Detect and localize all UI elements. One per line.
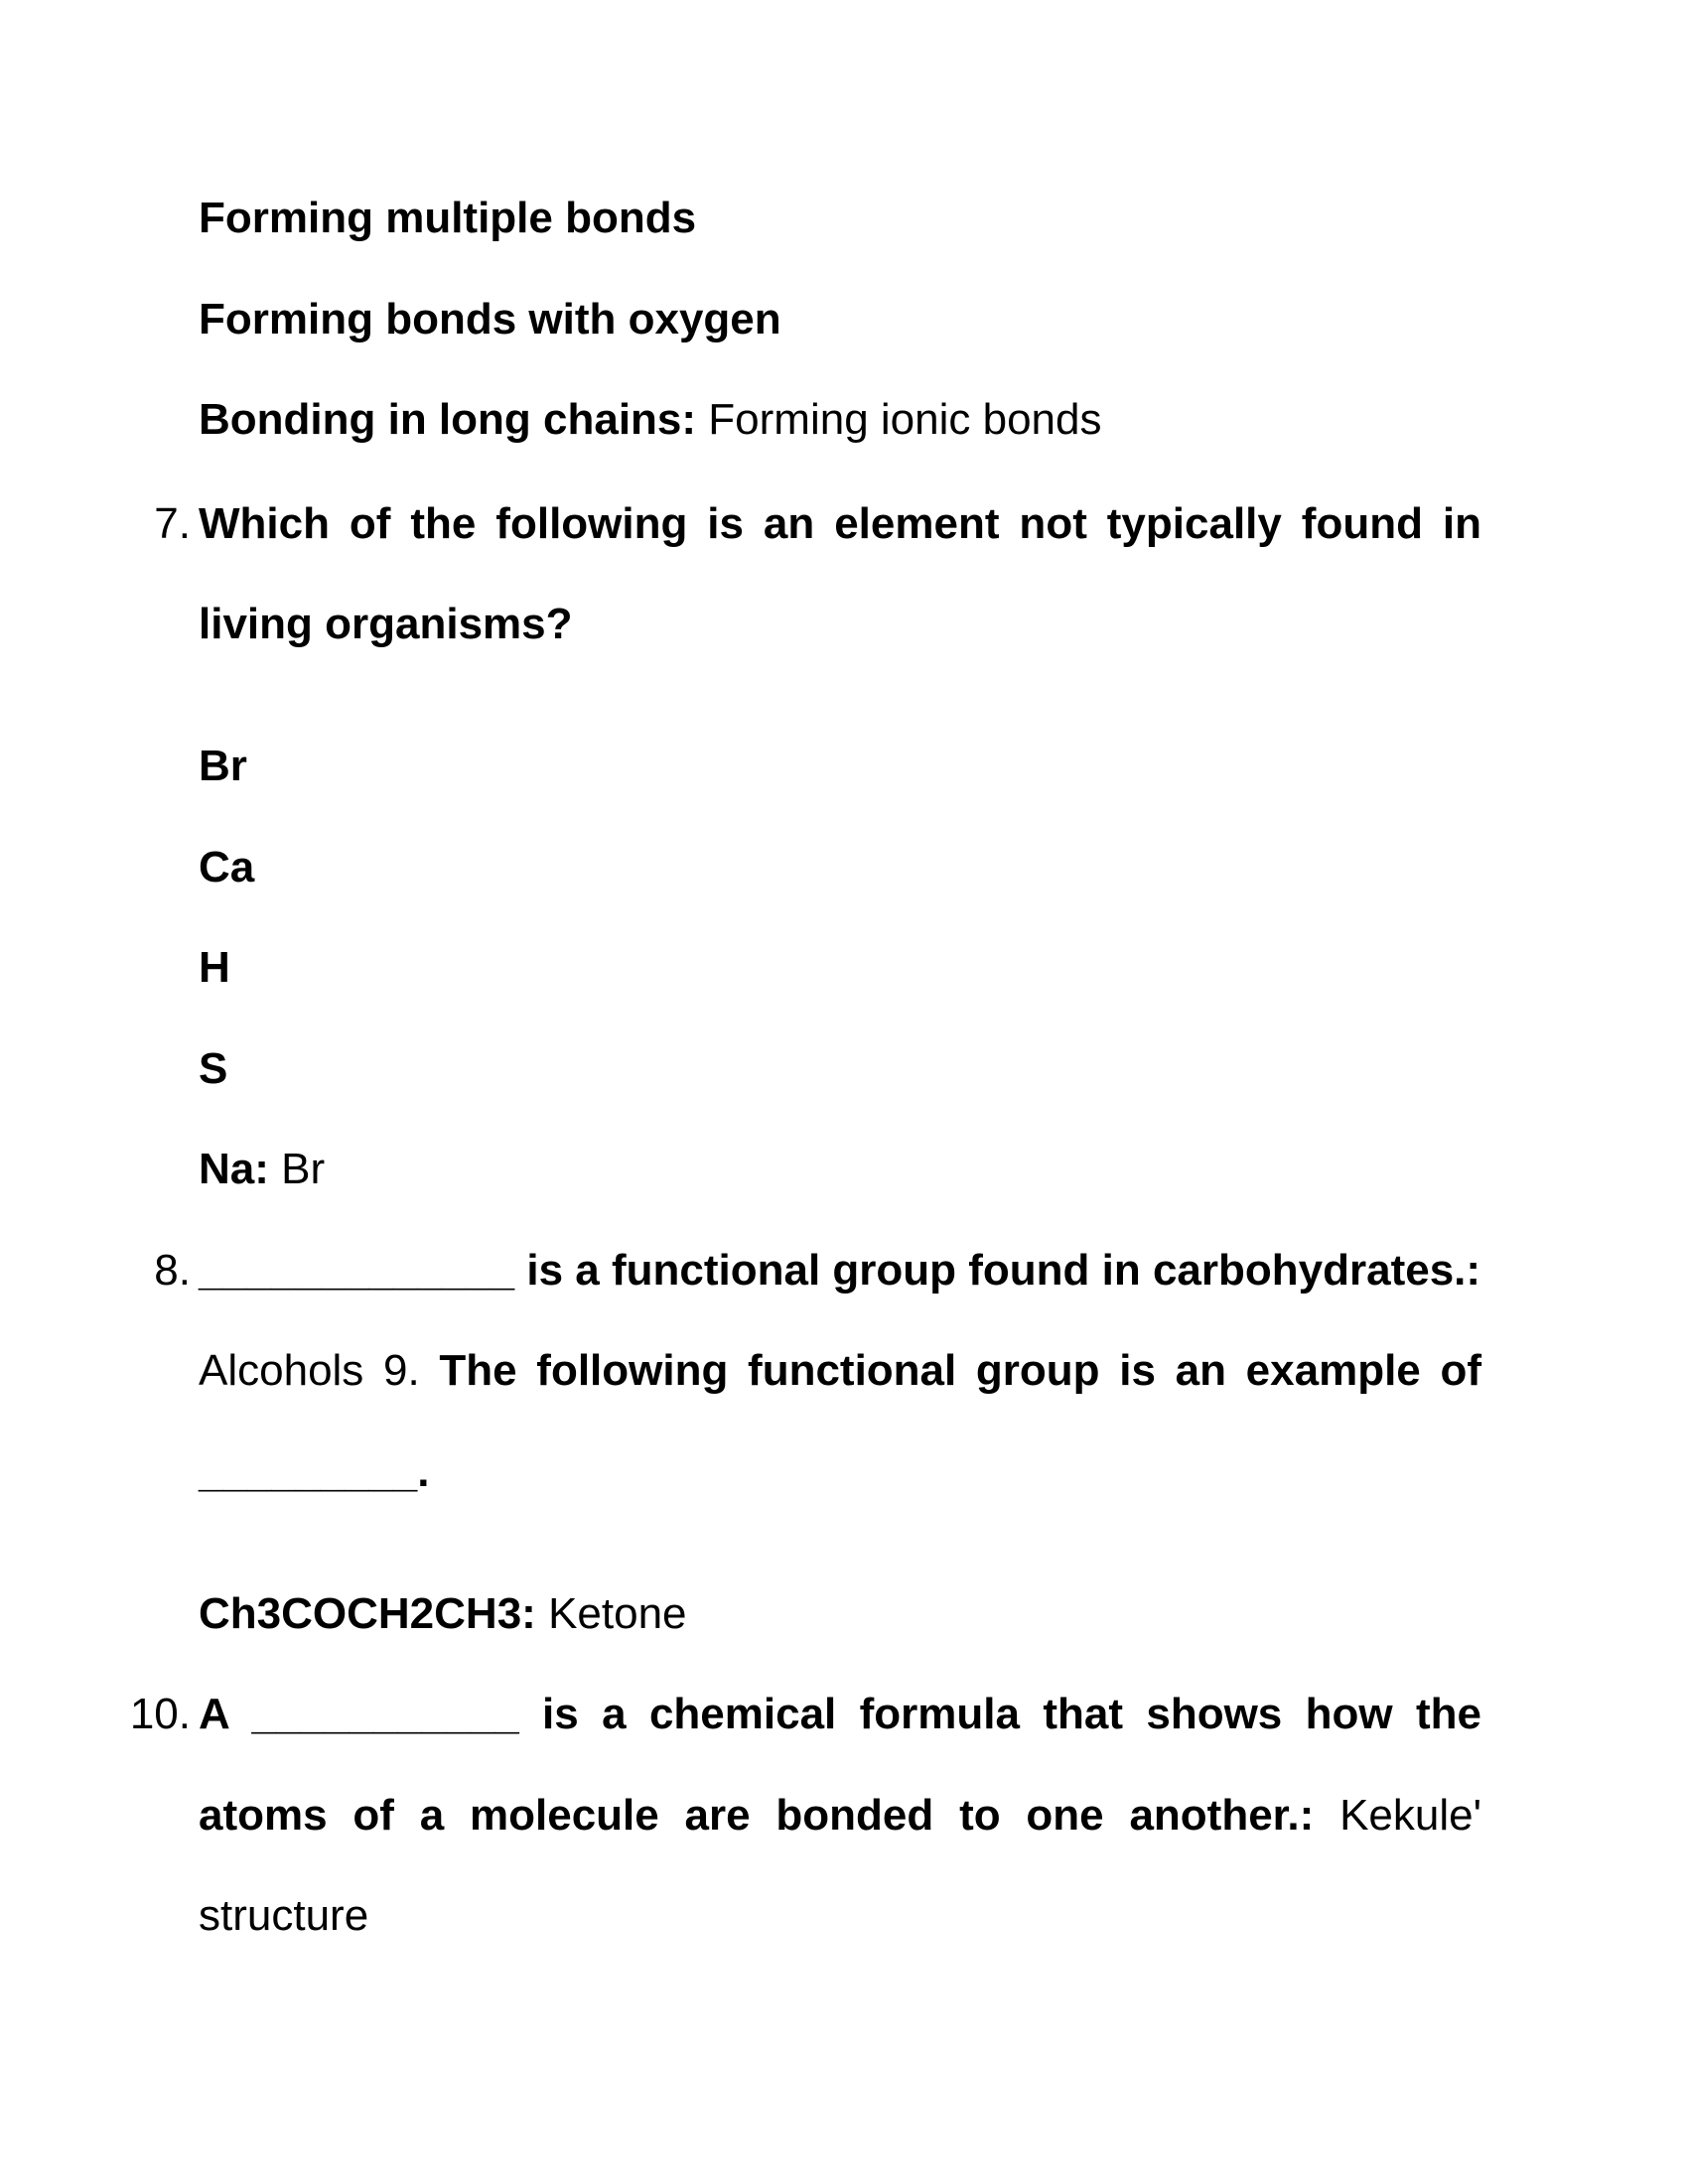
question-7-text-line1: Which of the following is an element not typically found in	[199, 499, 1481, 548]
q7-option-s: S	[199, 1044, 228, 1093]
q9-option	[199, 1589, 687, 1638]
option-label: Bonding in long chains:	[199, 395, 697, 444]
answer-text: Kekule'	[1339, 1791, 1481, 1840]
option-forming-multiple-bonds: Forming multiple bonds	[199, 194, 697, 242]
option-bonding-long-chains	[199, 395, 1102, 444]
question-10-number: 10.	[129, 1690, 191, 1738]
question-10-answer-continued: structure	[199, 1891, 369, 1940]
question-9-text-line1: The following functional group is an example of	[439, 1346, 1481, 1395]
question-9-blank: _________.	[199, 1447, 430, 1496]
question-7-number: 7.	[154, 499, 191, 548]
q8-answer-q9-line	[199, 1346, 1481, 1395]
answer-text: Ketone	[548, 1589, 687, 1638]
q7-option-ca: Ca	[199, 843, 255, 891]
question-7-text-line2: living organisms?	[199, 600, 573, 648]
option-forming-bonds-oxygen: Forming bonds with oxygen	[199, 295, 781, 343]
option-label: Na:	[199, 1145, 269, 1193]
answer-text: Forming ionic bonds	[708, 395, 1102, 444]
q7-option-h: H	[199, 943, 230, 992]
question-10-line2	[199, 1791, 1481, 1840]
question-10-text-line1: A ___________ is a chemical formula that shows how the	[199, 1690, 1481, 1738]
q7-option-br: Br	[199, 742, 247, 790]
option-label: Ch3COCH2CH3:	[199, 1589, 536, 1638]
answer-text: Br	[281, 1145, 326, 1193]
question-8-number: 8.	[154, 1246, 191, 1295]
question-9-number: 9.	[383, 1346, 420, 1395]
q8-answer-text: Alcohols	[199, 1346, 364, 1395]
question-8-text: _____________ is a functional group found in carbohydrates.:	[199, 1246, 1481, 1295]
question-10-text-line2: atoms of a molecule are bonded to one another.:	[199, 1791, 1315, 1840]
q7-option-na	[199, 1145, 326, 1193]
